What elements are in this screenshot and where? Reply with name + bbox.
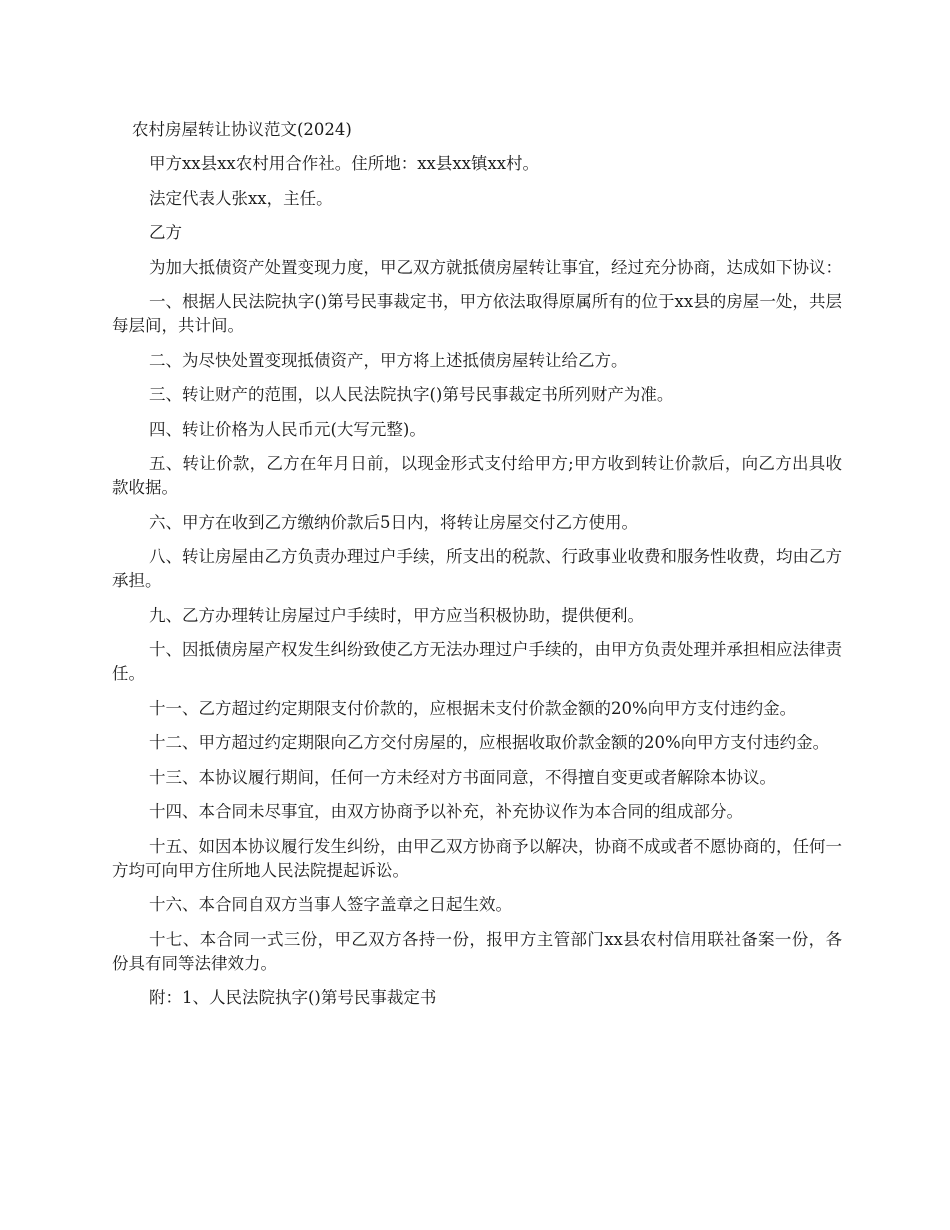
paragraph-preamble: 为加大抵债资产处置变现力度，甲乙双方就抵债房屋转让事宜，经过充分协商，达成如下协议： [149, 257, 842, 277]
clause-6: 六、甲方在收到乙方缴纳价款后5日内，将转让房屋交付乙方使用。 [149, 512, 638, 532]
clause-3: 三、转让财产的范围，以人民法院执字()第号民事裁定书所列财产为准。 [149, 385, 674, 404]
clause-5: 五、转让价款，乙方在年月日前，以现金形式支付给甲方;甲方收到转让价款后，向乙方出具收款收据。 [112, 454, 842, 497]
document-title: 农村房屋转让协议范文(2024) [132, 120, 352, 139]
clause-14: 十四、本合同未尽事宜，由双方协商予以补充，补充协议作为本合同的组成部分。 [149, 802, 743, 821]
clause-2: 二、为尽快处置变现抵债资产，甲方将上述抵债房屋转让给乙方。 [149, 350, 628, 370]
clause-1: 一、根据人民法院执字()第号民事裁定书，甲方依法取得原属所有的位于xx县的房屋一处，共层每层间，共计间。 [112, 292, 842, 335]
clause-11: 十一、乙方超过约定期限支付价款的，应根据未支付价款金额的20%向甲方支付违约金。 [149, 698, 797, 718]
paragraph-party-b: 乙方 [149, 223, 182, 242]
paragraph-party-a: 甲方xx县xx农村用合作社。住所地：xx县xx镇xx村。 [149, 154, 540, 173]
clause-8: 八、转让房屋由乙方负责办理过户手续，所支出的税款、行政事业收费和服务性收费，均由乙方承担。 [112, 547, 842, 590]
paragraph-attachment: 附：1、人民法院执字()第号民事裁定书 [149, 988, 437, 1007]
clause-12: 十二、甲方超过约定期限向乙方交付房屋的，应根据收取价款金额的20%向甲方支付违约金。 [149, 733, 830, 752]
clause-15: 十五、如因本协议履行发生纠纷，由甲乙双方协商予以解决，协商不成或者不愿协商的，任何一方均可向甲方住所地人民法院提起诉讼。 [112, 836, 842, 880]
clause-9: 九、乙方办理转让房屋过户手续时，甲方应当积极协助，提供便利。 [149, 605, 644, 625]
clause-13: 十三、本协议履行期间，任何一方未经对方书面同意，不得擅自变更或者解除本协议。 [149, 767, 776, 787]
clause-16: 十六、本合同自双方当事人签字盖章之日起生效。 [149, 895, 512, 914]
clause-4: 四、转让价格为人民币元(大写元整)。 [149, 419, 426, 439]
clause-17: 十七、本合同一式三份，甲乙双方各持一份，报甲方主管部门xx县农村信用联社备案一份，各份具有同等法律效力。 [112, 929, 842, 973]
clause-10: 十、因抵债房屋产权发生纠纷致使乙方无法办理过户手续的，由甲方负责处理并承担相应法律责任。 [112, 640, 842, 683]
paragraph-legal-representative: 法定代表人张xx，主任。 [149, 188, 333, 208]
document-body [112, 118, 842, 1021]
